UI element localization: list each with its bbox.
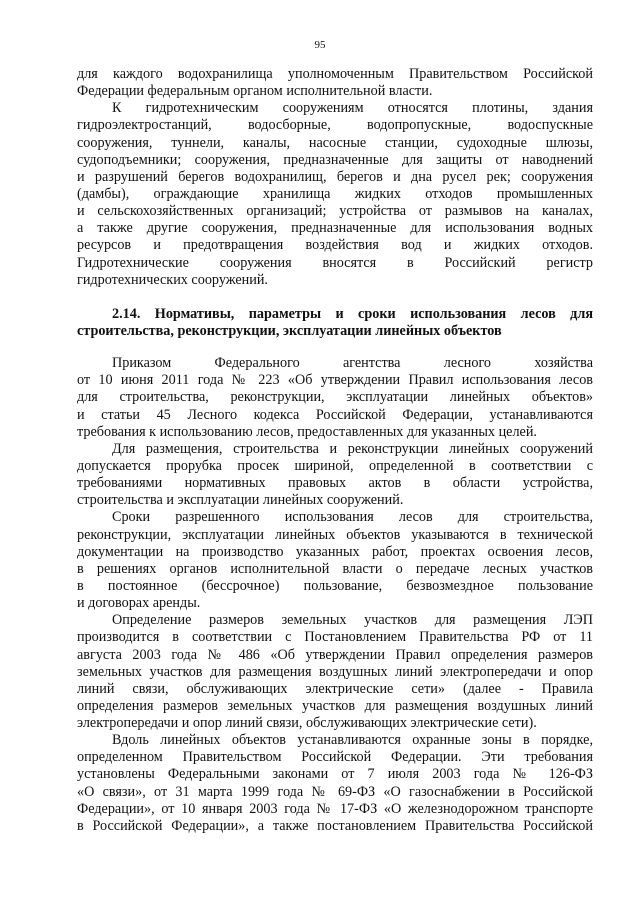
text-line: документации на производство указанных работ, проектах освоения лесов,	[77, 543, 593, 560]
text-line: Гидротехнические сооружения вносятся в Российский регистр	[77, 254, 593, 271]
text-line: и сельскохозяйственных организаций; устройства от размывов на каналах,	[77, 203, 593, 220]
text-line: определенном Правительством Российской Федерации. Эти требования	[77, 749, 593, 766]
text-line: 2.14. Нормативы, параметры и сроки использования лесов для	[112, 305, 593, 322]
paragraph	[77, 355, 593, 441]
text-line: линий связи, обслуживающих электрические сети» (далее - Правила	[77, 680, 593, 697]
section-heading	[77, 306, 593, 340]
text-line: в Российской Федерации», а также постановлением Правительства Российской	[77, 817, 593, 834]
text-line: сооружения, туннели, каналы, насосные станции, судоходные шлюзы,	[77, 134, 593, 151]
text-line: определения размеров земельных участков для размещения воздушных линий	[77, 697, 593, 714]
text-line: строительства и эксплуатации линейных сооружений.	[77, 492, 404, 509]
text-line: а также другие сооружения, предназначенные для использования водных	[77, 220, 593, 237]
text-line: ресурсов и предотвращения воздействия вод и жидких отходов.	[77, 237, 593, 254]
text-line: реконструкции, эксплуатации линейных объектов указываются в технической	[77, 526, 593, 543]
paragraph	[77, 509, 593, 612]
text-line: Федерации федеральным органом исполнительной власти.	[77, 83, 433, 100]
text-line: Федерации», от 10 января 2003 года № 17-ФЗ «О железнодорожном транспорте	[77, 800, 593, 817]
document-body	[77, 66, 593, 835]
text-line: и статьи 45 Лесного кодекса Российской Федерации, устанавливаются	[77, 406, 593, 423]
paragraph	[77, 612, 593, 732]
text-line: Приказом Федерального агентства лесного хозяйства	[112, 355, 593, 372]
text-line: Вдоль линейных объектов устанавливаются охранные зоны в порядке,	[112, 732, 593, 749]
text-line: августа 2003 года № 486 «Об утверждении Правил определения размеров	[77, 646, 593, 663]
text-line: электропередачи и опор линий связи, обслуживающих электрические сети).	[77, 715, 537, 732]
text-line: требованиями нормативных правовых актов в области устройства,	[77, 475, 593, 492]
text-line: производится в соответствии с Постановлением Правительства РФ от 11	[77, 629, 593, 646]
text-line: Для размещения, строительства и реконструкции линейных сооружений	[112, 440, 593, 457]
text-line: от 10 июня 2011 года № 223 «Об утверждении Правил использования лесов	[77, 372, 593, 389]
paragraph	[77, 66, 593, 100]
text-line: (дамбы), ограждающие хранилища жидких отходов промышленных	[77, 185, 593, 202]
text-line: для каждого водохранилища уполномоченным Правительством Российской	[77, 66, 593, 82]
text-line: земельных участков для размещения воздушных линий электропередачи и опор	[77, 663, 593, 680]
text-line: Сроки разрешенного использования лесов для строительства,	[112, 509, 593, 526]
text-line: в постоянное (бессрочное) пользование, безвозмездное пользование	[77, 577, 593, 594]
text-line: судоподъемники; сооружения, предназначенные для защиты от наводнений	[77, 151, 593, 168]
text-line: для строительства, реконструкции, эксплуатации линейных объектов»	[77, 389, 593, 406]
paragraph	[77, 100, 593, 289]
paragraph	[77, 441, 593, 510]
text-line: в решениях органов исполнительной власти о передаче лесных участков	[77, 560, 593, 577]
page-number: 95	[314, 39, 326, 51]
text-line: К гидротехническим сооружениям относятся плотины, здания	[112, 100, 593, 117]
paragraph	[77, 732, 593, 835]
text-line: и разрушений берегов водохранилищ, берегов и дна русел рек; сооружения	[77, 168, 593, 185]
text-line: гидроэлектростанций, водосборные, водопропускные, водоспускные	[77, 117, 593, 134]
text-line: допускается прорубка просек шириной, определенной в соответствии с	[77, 457, 593, 474]
text-line: строительства, реконструкции, эксплуатации линейных объектов	[77, 322, 502, 339]
text-line: Определение размеров земельных участков для размещения ЛЭП	[112, 612, 593, 629]
text-line: установлены Федеральными законами от 7 июля 2003 года № 126-ФЗ	[77, 766, 593, 783]
text-line: и договорах аренды.	[77, 595, 201, 612]
text-line: гидротехнических сооружений.	[77, 271, 268, 288]
text-line: требования к использованию лесов, предоставленных для указанных целей.	[77, 423, 537, 440]
text-line: «О связи», от 31 марта 1999 года № 69-ФЗ «О газоснабжении в Российской	[77, 783, 593, 800]
